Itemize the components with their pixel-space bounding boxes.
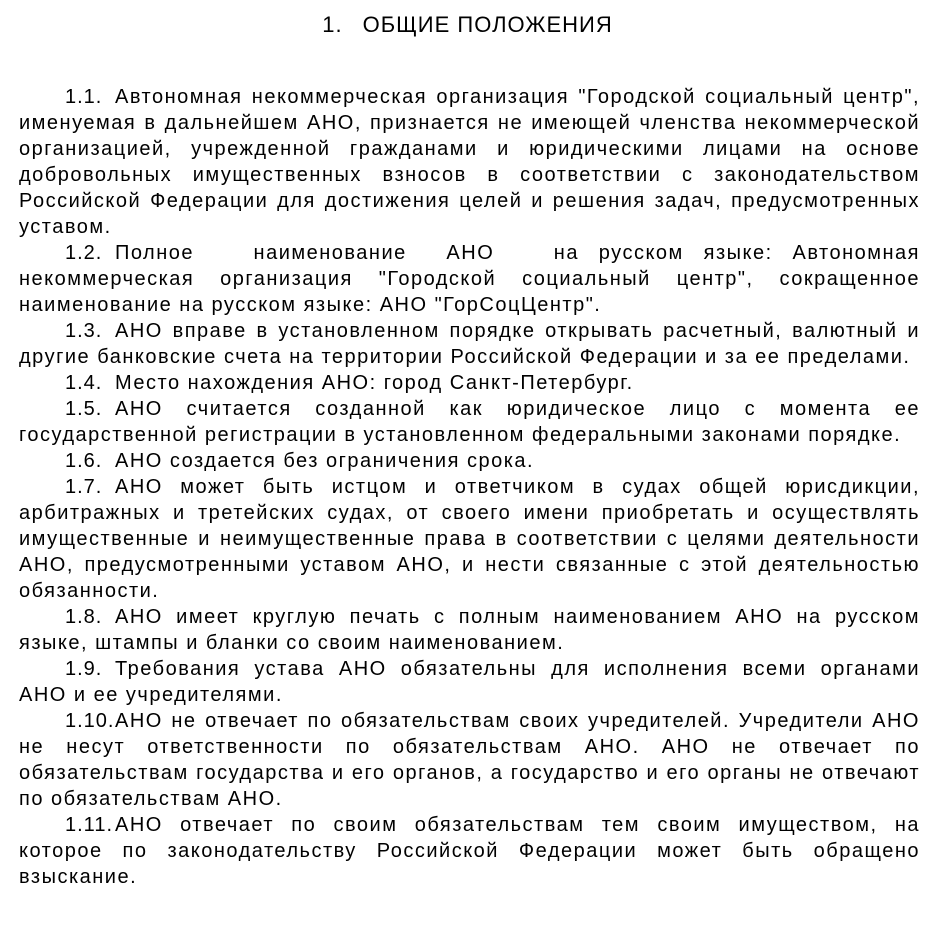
paragraph-number: 1.11.	[65, 814, 113, 836]
paragraph-number: 1.2.	[65, 242, 103, 264]
document-body	[0, 84, 935, 890]
paragraph-text: Место нахождения АНО: город Санкт-Петербург.	[115, 372, 634, 394]
paragraph-number: 1.6.	[65, 450, 103, 472]
paragraph-text: АНО отвечает по своим обязательствам тем своим имуществом, на которое по законодательству Российской Федерации может быть обращено взыскание.	[19, 814, 920, 888]
section-title-text: ОБЩИЕ ПОЛОЖЕНИЯ	[362, 12, 613, 37]
paragraph-number: 1.1.	[65, 86, 103, 108]
paragraph-number: 1.3.	[65, 320, 103, 342]
paragraph-number: 1.9.	[65, 658, 103, 680]
paragraph-text: АНО вправе в установленном порядке открывать расчетный, валютный и другие банковские счета на территории Российской Федерации и за ее пределами.	[19, 320, 920, 368]
paragraph-1-10	[19, 708, 920, 812]
paragraph-number: 1.10.	[65, 710, 115, 732]
paragraph-number: 1.8.	[65, 606, 103, 628]
paragraph-text: Автономная некоммерческая организация "Городской социальный центр", именуемая в дальнейшем АНО, признается не имеющей членства некоммерческой организацией, учрежденной гражданами и юридическими лицами на основе добровольных имущественных взносов в соответствии с законодательством Российской Федерации для достижения целей и решения задач, предусмотренных уставом.	[19, 86, 920, 238]
paragraph-1-3	[19, 318, 920, 370]
paragraph-text: АНО считается созданной как юридическое лицо с момента ее государственной регистрации в установленном федеральными законами порядке.	[19, 398, 920, 446]
paragraph-1-9	[19, 656, 920, 708]
paragraph-1-8	[19, 604, 920, 656]
paragraph-1-7	[19, 474, 920, 604]
paragraph-text: Полное наименование АНО на русском языке: Автономная некоммерческая организация "Городской социальный центр", сокращенное наименование на русском языке: АНО "ГорСоцЦентр".	[19, 242, 920, 316]
paragraph-number: 1.7.	[65, 476, 103, 498]
paragraph-text: Требования устава АНО обязательны для исполнения всеми органами АНО и ее учредителями.	[19, 658, 920, 706]
paragraph-1-2	[19, 240, 920, 318]
paragraph-1-6	[19, 448, 920, 474]
paragraph-text: АНО создается без ограничения срока.	[115, 450, 535, 472]
paragraph-1-4	[19, 370, 920, 396]
paragraph-1-5	[19, 396, 920, 448]
section-title	[0, 12, 935, 38]
paragraph-1-11	[19, 812, 920, 890]
paragraph-text: АНО не отвечает по обязательствам своих учредителей. Учредители АНО не несут ответственности по обязательствам АНО. АНО не отвечает по обязательствам государства и его органов, а государство и его органы не отвечают по обязательствам АНО.	[19, 710, 920, 810]
paragraph-number: 1.5.	[65, 398, 103, 420]
paragraph-text: АНО может быть истцом и ответчиком в судах общей юрисдикции, арбитражных и третейских судах, от своего имени приобретать и осуществлять имущественные и неимущественные права в соответствии с целями деятельности АНО, предусмотренными уставом АНО, и нести связанные с этой деятельностью обязанности.	[19, 476, 920, 602]
section-title-number: 1.	[322, 12, 343, 37]
paragraph-text: АНО имеет круглую печать с полным наименованием АНО на русском языке, штампы и бланки со своим наименованием.	[19, 606, 920, 654]
paragraph-number: 1.4.	[65, 372, 103, 394]
paragraph-1-1	[19, 84, 920, 240]
